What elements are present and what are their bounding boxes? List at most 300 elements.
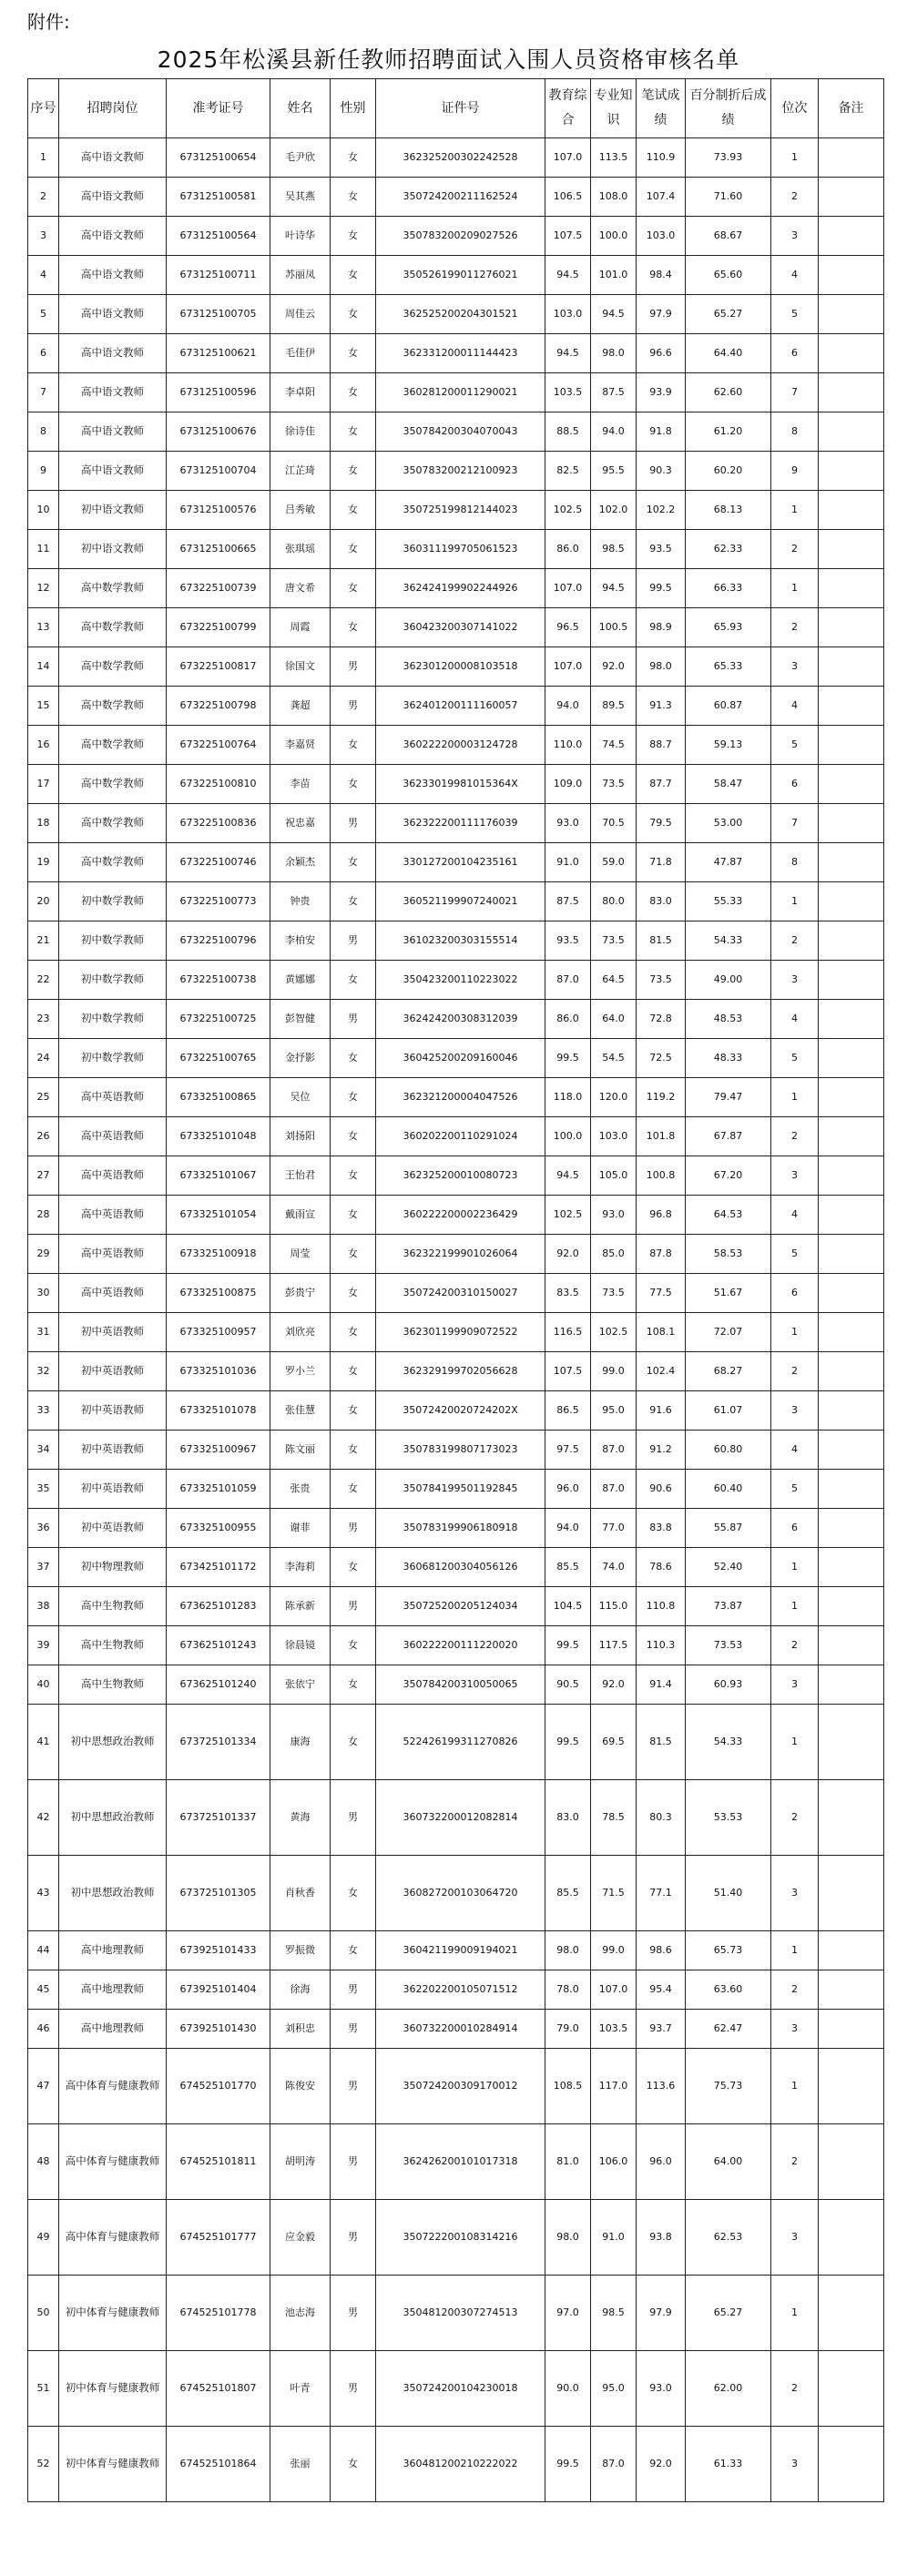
cell-professional-score: 94.0 [591, 412, 637, 452]
cell-gender: 女 [331, 138, 376, 178]
cell-education-score: 107.0 [545, 647, 591, 687]
table-row [28, 961, 884, 1000]
cell-post: 高中数学教师 [59, 843, 167, 882]
cell-post: 初中英语教师 [59, 1391, 167, 1431]
cell-exam-id: 673225100773 [167, 882, 270, 921]
cell-education-score: 98.0 [545, 1931, 591, 1970]
cell-post: 初中数学教师 [59, 1000, 167, 1039]
cell-exam-id: 673725101334 [167, 1705, 270, 1780]
cell-index: 19 [28, 843, 59, 882]
cell-percent-score: 71.60 [686, 178, 771, 217]
cell-name: 黄娜娜 [270, 961, 331, 1000]
cell-education-score: 107.5 [545, 217, 591, 256]
table-row [28, 726, 884, 765]
cell-rank: 3 [771, 1856, 819, 1931]
cell-gender: 女 [331, 1117, 376, 1156]
table-row [28, 1313, 884, 1352]
table-row [28, 765, 884, 804]
cell-education-score: 94.0 [545, 1509, 591, 1548]
cell-rank: 1 [771, 2049, 819, 2124]
table-row [28, 1856, 884, 1931]
cell-rank: 6 [771, 1509, 819, 1548]
cell-percent-score: 65.60 [686, 256, 771, 295]
cell-professional-score: 87.5 [591, 373, 637, 412]
cell-percent-score: 62.33 [686, 530, 771, 569]
cell-remark [819, 2276, 884, 2351]
table-row [28, 1665, 884, 1705]
cell-education-score: 107.0 [545, 138, 591, 178]
cell-education-score: 93.5 [545, 921, 591, 961]
table-row [28, 452, 884, 491]
cell-professional-score: 115.0 [591, 1587, 637, 1626]
cell-index: 27 [28, 1156, 59, 1196]
cell-name: 吴位 [270, 1078, 331, 1117]
cell-professional-score: 91.0 [591, 2200, 637, 2276]
cell-education-score: 103.0 [545, 295, 591, 334]
cell-remark [819, 1431, 884, 1470]
cell-name: 叶青 [270, 2351, 331, 2427]
cell-remark [819, 1856, 884, 1931]
cell-name: 张丽 [270, 2427, 331, 2502]
cell-education-score: 94.5 [545, 334, 591, 373]
cell-remark [819, 491, 884, 530]
table-row [28, 178, 884, 217]
cell-exam-id: 673125100654 [167, 138, 270, 178]
cell-gender: 女 [331, 1274, 376, 1313]
cell-percent-score: 65.93 [686, 608, 771, 647]
cell-id-number: 360222200111220020 [376, 1626, 545, 1665]
cell-gender: 女 [331, 1196, 376, 1235]
cell-written-score: 91.8 [637, 412, 686, 452]
cell-gender: 男 [331, 687, 376, 726]
cell-id-number: 350724200211162524 [376, 178, 545, 217]
cell-exam-id: 673625101243 [167, 1626, 270, 1665]
cell-remark [819, 921, 884, 961]
cell-name: 余颖杰 [270, 843, 331, 882]
cell-name: 黄海 [270, 1780, 331, 1856]
cell-written-score: 71.8 [637, 843, 686, 882]
col-header-percent-score: 百分制折后成绩 [686, 79, 771, 138]
cell-written-score: 103.0 [637, 217, 686, 256]
table-row [28, 1548, 884, 1587]
cell-id-number: 35072420020724202X [376, 1391, 545, 1431]
cell-post: 高中地理教师 [59, 2010, 167, 2049]
cell-gender: 女 [331, 765, 376, 804]
cell-percent-score: 61.07 [686, 1391, 771, 1431]
cell-rank: 1 [771, 569, 819, 608]
cell-remark [819, 804, 884, 843]
cell-remark [819, 412, 884, 452]
col-header-remark: 备注 [819, 79, 884, 138]
cell-id-number: 350783199906180918 [376, 1509, 545, 1548]
cell-post: 初中物理教师 [59, 1548, 167, 1587]
cell-exam-id: 673325100957 [167, 1313, 270, 1352]
cell-name: 谢菲 [270, 1509, 331, 1548]
cell-written-score: 102.2 [637, 491, 686, 530]
cell-professional-score: 98.5 [591, 2276, 637, 2351]
cell-exam-id: 673125100621 [167, 334, 270, 373]
cell-rank: 5 [771, 726, 819, 765]
cell-education-score: 94.5 [545, 1156, 591, 1196]
cell-id-number: 360222200003124728 [376, 726, 545, 765]
cell-rank: 5 [771, 1470, 819, 1509]
cell-post: 初中思想政治教师 [59, 1856, 167, 1931]
cell-education-score: 116.5 [545, 1313, 591, 1352]
cell-remark [819, 334, 884, 373]
cell-education-score: 107.0 [545, 569, 591, 608]
cell-index: 8 [28, 412, 59, 452]
cell-professional-score: 78.5 [591, 1780, 637, 1856]
cell-exam-id: 673125100576 [167, 491, 270, 530]
cell-exam-id: 673225100810 [167, 765, 270, 804]
cell-education-score: 118.0 [545, 1078, 591, 1117]
cell-id-number: 350722200108314216 [376, 2200, 545, 2276]
cell-index: 52 [28, 2427, 59, 2502]
cell-written-score: 98.9 [637, 608, 686, 647]
cell-exam-id: 673325100955 [167, 1509, 270, 1548]
cell-written-score: 97.9 [637, 295, 686, 334]
cell-percent-score: 60.80 [686, 1431, 771, 1470]
cell-professional-score: 92.0 [591, 1665, 637, 1705]
cell-remark [819, 178, 884, 217]
col-header-rank: 位次 [771, 79, 819, 138]
cell-name: 王怡君 [270, 1156, 331, 1196]
cell-exam-id: 673225100799 [167, 608, 270, 647]
cell-percent-score: 65.27 [686, 2276, 771, 2351]
cell-post: 高中语文教师 [59, 295, 167, 334]
cell-id-number: 362424200308312039 [376, 1000, 545, 1039]
table-row [28, 2351, 884, 2427]
cell-index: 9 [28, 452, 59, 491]
cell-id-number: 360421199009194021 [376, 1931, 545, 1970]
cell-index: 30 [28, 1274, 59, 1313]
cell-education-score: 96.0 [545, 1470, 591, 1509]
cell-percent-score: 79.47 [686, 1078, 771, 1117]
cell-remark [819, 1235, 884, 1274]
cell-professional-score: 106.0 [591, 2124, 637, 2200]
cell-index: 7 [28, 373, 59, 412]
cell-index: 40 [28, 1665, 59, 1705]
cell-professional-score: 73.5 [591, 765, 637, 804]
cell-rank: 4 [771, 1431, 819, 1470]
cell-rank: 1 [771, 138, 819, 178]
cell-id-number: 350783199807173023 [376, 1431, 545, 1470]
table-row [28, 1587, 884, 1626]
cell-exam-id: 673125100596 [167, 373, 270, 412]
cell-post: 初中思想政治教师 [59, 1705, 167, 1780]
table-row [28, 921, 884, 961]
cell-name: 彭智健 [270, 1000, 331, 1039]
cell-exam-id: 673725101337 [167, 1780, 270, 1856]
cell-exam-id: 673325101048 [167, 1117, 270, 1156]
cell-exam-id: 674525101778 [167, 2276, 270, 2351]
candidate-table [27, 78, 884, 2502]
cell-written-score: 79.5 [637, 804, 686, 843]
cell-gender: 男 [331, 2200, 376, 2276]
cell-remark [819, 1665, 884, 1705]
cell-remark [819, 2351, 884, 2427]
cell-index: 34 [28, 1431, 59, 1470]
cell-index: 20 [28, 882, 59, 921]
cell-professional-score: 73.5 [591, 1274, 637, 1313]
cell-education-score: 79.0 [545, 2010, 591, 2049]
cell-post: 高中生物教师 [59, 1626, 167, 1665]
cell-index: 11 [28, 530, 59, 569]
cell-education-score: 99.5 [545, 2427, 591, 2502]
cell-percent-score: 65.27 [686, 295, 771, 334]
cell-remark [819, 1705, 884, 1780]
cell-education-score: 78.0 [545, 1970, 591, 2010]
cell-gender: 女 [331, 373, 376, 412]
cell-post: 高中数学教师 [59, 569, 167, 608]
cell-name: 刘积忠 [270, 2010, 331, 2049]
cell-name: 陈俊安 [270, 2049, 331, 2124]
cell-percent-score: 51.67 [686, 1274, 771, 1313]
cell-rank: 4 [771, 1196, 819, 1235]
cell-post: 高中数学教师 [59, 687, 167, 726]
cell-rank: 3 [771, 2010, 819, 2049]
cell-remark [819, 217, 884, 256]
cell-index: 29 [28, 1235, 59, 1274]
cell-percent-score: 65.33 [686, 647, 771, 687]
cell-id-number: 350783200209027526 [376, 217, 545, 256]
cell-percent-score: 68.13 [686, 491, 771, 530]
cell-rank: 3 [771, 647, 819, 687]
cell-remark [819, 2124, 884, 2200]
table-row [28, 1626, 884, 1665]
cell-remark [819, 1587, 884, 1626]
cell-name: 吴其燕 [270, 178, 331, 217]
cell-remark [819, 1391, 884, 1431]
cell-remark [819, 765, 884, 804]
table-row [28, 138, 884, 178]
cell-written-score: 93.7 [637, 2010, 686, 2049]
cell-name: 李柏安 [270, 921, 331, 961]
cell-written-score: 91.3 [637, 687, 686, 726]
cell-written-score: 96.6 [637, 334, 686, 373]
cell-index: 32 [28, 1352, 59, 1391]
cell-remark [819, 1117, 884, 1156]
cell-remark [819, 530, 884, 569]
cell-name: 祝忠嘉 [270, 804, 331, 843]
cell-rank: 2 [771, 1970, 819, 2010]
cell-post: 初中语文教师 [59, 530, 167, 569]
table-row [28, 2276, 884, 2351]
cell-education-score: 94.0 [545, 687, 591, 726]
cell-name: 毛佳伊 [270, 334, 331, 373]
cell-percent-score: 72.07 [686, 1313, 771, 1352]
cell-professional-score: 95.5 [591, 452, 637, 491]
cell-gender: 女 [331, 1078, 376, 1117]
cell-post: 高中英语教师 [59, 1274, 167, 1313]
cell-education-score: 98.0 [545, 2200, 591, 2276]
cell-exam-id: 674525101770 [167, 2049, 270, 2124]
cell-gender: 女 [331, 334, 376, 373]
cell-percent-score: 58.53 [686, 1235, 771, 1274]
cell-professional-score: 101.0 [591, 256, 637, 295]
cell-post: 高中语文教师 [59, 452, 167, 491]
cell-name: 戴雨宣 [270, 1196, 331, 1235]
cell-education-score: 88.5 [545, 412, 591, 452]
cell-index: 17 [28, 765, 59, 804]
cell-education-score: 87.0 [545, 961, 591, 1000]
cell-gender: 男 [331, 2010, 376, 2049]
cell-professional-score: 54.5 [591, 1039, 637, 1078]
cell-professional-score: 87.0 [591, 1470, 637, 1509]
cell-name: 彭贵宁 [270, 1274, 331, 1313]
cell-id-number: 362325200302242528 [376, 138, 545, 178]
cell-remark [819, 1039, 884, 1078]
cell-index: 31 [28, 1313, 59, 1352]
cell-written-score: 91.2 [637, 1431, 686, 1470]
cell-education-score: 86.5 [545, 1391, 591, 1431]
table-row [28, 1931, 884, 1970]
cell-education-score: 97.5 [545, 1431, 591, 1470]
cell-written-score: 90.3 [637, 452, 686, 491]
cell-professional-score: 74.0 [591, 1548, 637, 1587]
cell-gender: 女 [331, 1856, 376, 1931]
cell-id-number: 360481200210222022 [376, 2427, 545, 2502]
cell-index: 15 [28, 687, 59, 726]
cell-rank: 2 [771, 1352, 819, 1391]
cell-id-number: 360681200304056126 [376, 1548, 545, 1587]
cell-index: 48 [28, 2124, 59, 2200]
cell-percent-score: 58.47 [686, 765, 771, 804]
cell-rank: 2 [771, 178, 819, 217]
cell-rank: 4 [771, 687, 819, 726]
cell-name: 周佳云 [270, 295, 331, 334]
cell-professional-score: 87.0 [591, 2427, 637, 2502]
table-row [28, 687, 884, 726]
cell-professional-score: 94.5 [591, 295, 637, 334]
table-row [28, 412, 884, 452]
cell-gender: 女 [331, 295, 376, 334]
cell-gender: 女 [331, 961, 376, 1000]
cell-post: 高中生物教师 [59, 1587, 167, 1626]
cell-index: 46 [28, 2010, 59, 2049]
cell-id-number: 350784200304070043 [376, 412, 545, 452]
cell-rank: 4 [771, 256, 819, 295]
cell-name: 龚超 [270, 687, 331, 726]
cell-id-number: 362301200008103518 [376, 647, 545, 687]
cell-education-score: 83.5 [545, 1274, 591, 1313]
cell-percent-score: 60.93 [686, 1665, 771, 1705]
cell-written-score: 93.9 [637, 373, 686, 412]
cell-rank: 1 [771, 1078, 819, 1117]
cell-index: 44 [28, 1931, 59, 1970]
cell-index: 47 [28, 2049, 59, 2124]
cell-gender: 女 [331, 2427, 376, 2502]
cell-professional-score: 107.0 [591, 1970, 637, 2010]
cell-index: 41 [28, 1705, 59, 1780]
cell-exam-id: 673225100746 [167, 843, 270, 882]
cell-education-score: 100.0 [545, 1117, 591, 1156]
cell-index: 51 [28, 2351, 59, 2427]
cell-education-score: 108.5 [545, 2049, 591, 2124]
cell-education-score: 104.5 [545, 1587, 591, 1626]
cell-remark [819, 295, 884, 334]
table-row [28, 373, 884, 412]
cell-percent-score: 73.93 [686, 138, 771, 178]
cell-id-number: 361023200303155514 [376, 921, 545, 961]
cell-post: 高中英语教师 [59, 1196, 167, 1235]
cell-education-score: 86.0 [545, 530, 591, 569]
cell-written-score: 110.9 [637, 138, 686, 178]
cell-gender: 女 [331, 1665, 376, 1705]
cell-remark [819, 843, 884, 882]
cell-percent-score: 73.87 [686, 1587, 771, 1626]
cell-written-score: 110.3 [637, 1626, 686, 1665]
cell-gender: 女 [331, 491, 376, 530]
cell-professional-score: 98.0 [591, 334, 637, 373]
cell-professional-score: 70.5 [591, 804, 637, 843]
cell-rank: 1 [771, 1587, 819, 1626]
cell-id-number: 362401200111160057 [376, 687, 545, 726]
cell-remark [819, 1548, 884, 1587]
cell-education-score: 107.5 [545, 1352, 591, 1391]
cell-post: 高中地理教师 [59, 1970, 167, 2010]
table-row [28, 1039, 884, 1078]
cell-percent-score: 48.53 [686, 1000, 771, 1039]
cell-professional-score: 103.5 [591, 2010, 637, 2049]
cell-written-score: 98.6 [637, 1931, 686, 1970]
cell-professional-score: 73.5 [591, 921, 637, 961]
cell-percent-score: 52.40 [686, 1548, 771, 1587]
cell-name: 李海莉 [270, 1548, 331, 1587]
cell-index: 24 [28, 1039, 59, 1078]
cell-education-score: 87.5 [545, 882, 591, 921]
cell-gender: 女 [331, 843, 376, 882]
cell-exam-id: 673225100725 [167, 1000, 270, 1039]
cell-percent-score: 65.73 [686, 1931, 771, 1970]
cell-gender: 女 [331, 217, 376, 256]
cell-percent-score: 63.60 [686, 1970, 771, 2010]
cell-name: 胡明涛 [270, 2124, 331, 2200]
cell-name: 张佳慧 [270, 1391, 331, 1431]
table-row [28, 608, 884, 647]
cell-written-score: 83.0 [637, 882, 686, 921]
cell-gender: 女 [331, 452, 376, 491]
table-row [28, 2427, 884, 2502]
cell-name: 吕秀敏 [270, 491, 331, 530]
table-row [28, 1780, 884, 1856]
cell-rank: 5 [771, 1235, 819, 1274]
cell-id-number: 362325200010080723 [376, 1156, 545, 1196]
cell-id-number: 350784199501192845 [376, 1470, 545, 1509]
cell-remark [819, 882, 884, 921]
cell-education-score: 106.5 [545, 178, 591, 217]
cell-remark [819, 961, 884, 1000]
col-header-post: 招聘岗位 [59, 79, 167, 138]
cell-remark [819, 1509, 884, 1548]
cell-percent-score: 48.33 [686, 1039, 771, 1078]
cell-rank: 3 [771, 1665, 819, 1705]
cell-professional-score: 95.0 [591, 2351, 637, 2427]
cell-index: 5 [28, 295, 59, 334]
cell-id-number: 360311199705061523 [376, 530, 545, 569]
cell-name: 苏丽凤 [270, 256, 331, 295]
cell-written-score: 102.4 [637, 1352, 686, 1391]
cell-rank: 3 [771, 961, 819, 1000]
table-row [28, 1391, 884, 1431]
cell-index: 35 [28, 1470, 59, 1509]
cell-gender: 男 [331, 2124, 376, 2200]
cell-id-number: 362329199702056628 [376, 1352, 545, 1391]
cell-id-number: 360827200103064720 [376, 1856, 545, 1931]
table-row [28, 334, 884, 373]
cell-post: 初中英语教师 [59, 1431, 167, 1470]
cell-name: 李嘉贤 [270, 726, 331, 765]
